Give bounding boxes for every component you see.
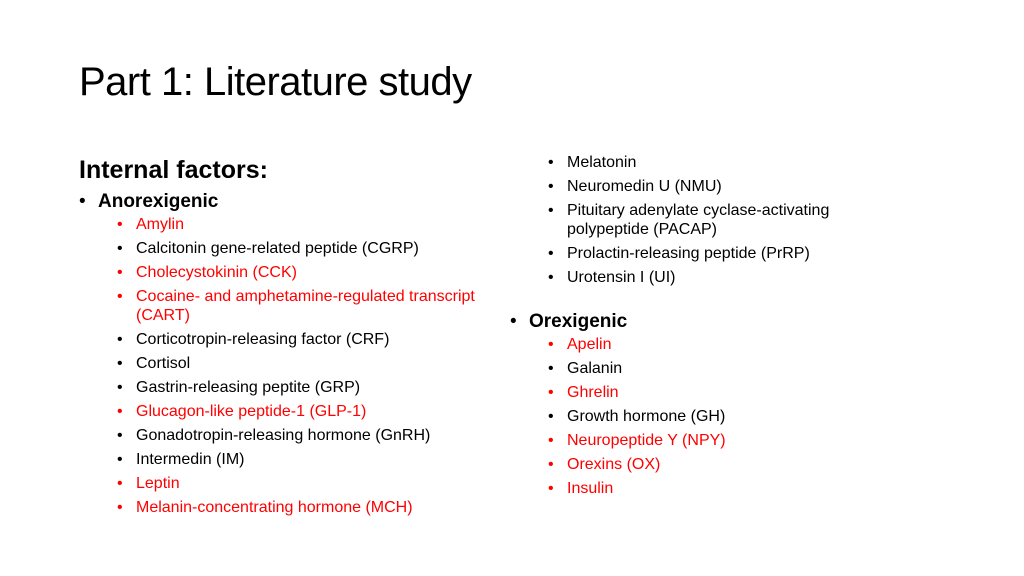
bullet: • <box>548 432 554 449</box>
list-item <box>117 263 519 282</box>
list-item-text: Corticotropin-releasing factor (CRF) <box>136 331 390 348</box>
list-item <box>548 383 910 402</box>
list-item-text: Intermedin (IM) <box>136 451 245 468</box>
list-item-text: Cholecystokinin (CCK) <box>136 264 297 281</box>
bullet: • <box>510 311 517 332</box>
list-item-text: Growth hormone (GH) <box>567 408 726 425</box>
list-item <box>117 498 519 517</box>
anorexigenic-list-continued <box>510 153 910 287</box>
bullet: • <box>548 202 554 219</box>
list-item <box>548 244 910 263</box>
anorexigenic-list <box>79 215 519 517</box>
bullet: • <box>548 336 554 353</box>
bullet: • <box>548 384 554 401</box>
list-item-text: Ghrelin <box>567 384 619 401</box>
list-item <box>548 268 910 287</box>
list-item <box>117 450 519 469</box>
list-item-text: Galanin <box>567 360 623 377</box>
list-item-text: Cortisol <box>136 355 191 372</box>
bullet: • <box>117 216 123 233</box>
bullet: • <box>548 408 554 425</box>
list-item-text: Neuropeptide Y (NPY) <box>567 432 726 449</box>
list-item <box>548 479 910 498</box>
list-item-text: Orexins (OX) <box>567 456 661 473</box>
bullet: • <box>117 240 123 257</box>
list-item-text: Amylin <box>136 216 185 233</box>
bullet: • <box>117 427 123 444</box>
list-item-text: Apelin <box>567 336 612 353</box>
category-orexigenic <box>510 309 910 335</box>
bullet: • <box>117 264 123 281</box>
category-label-orexigenic: Orexigenic <box>529 311 628 332</box>
list-item-text: Prolactin-releasing peptide (PrRP) <box>567 245 810 262</box>
right-column <box>510 153 910 503</box>
bullet: • <box>117 475 123 492</box>
list-item <box>548 335 910 354</box>
list-item <box>548 431 910 450</box>
bullet: • <box>548 178 554 195</box>
list-item <box>117 330 519 349</box>
list-item-text: Leptin <box>136 475 180 492</box>
list-item-text: Cocaine- and amphetamine-regulated transcript (CART) <box>136 288 475 324</box>
bullet: • <box>117 403 123 420</box>
list-item <box>548 455 910 474</box>
list-item <box>117 287 519 325</box>
list-item <box>117 378 519 397</box>
slide-title: Part 1: Literature study <box>79 60 472 104</box>
bullet: • <box>117 451 123 468</box>
bullet: • <box>117 499 123 516</box>
list-item-text: Urotensin I (UI) <box>567 269 676 286</box>
category-anorexigenic <box>79 189 519 215</box>
list-item <box>548 177 910 196</box>
list-item-text: Melatonin <box>567 154 637 171</box>
list-item <box>548 201 910 239</box>
list-item-text: Pituitary adenylate cyclase-activating polypeptide (PACAP) <box>567 202 830 238</box>
section-heading-internal-factors: Internal factors: <box>79 156 268 184</box>
bullet: • <box>548 456 554 473</box>
list-item <box>117 354 519 373</box>
list-item-text: Gonadotropin-releasing hormone (GnRH) <box>136 427 431 444</box>
list-item <box>548 407 910 426</box>
left-column <box>79 154 519 522</box>
list-item-text: Glucagon-like peptide-1 (GLP-1) <box>136 403 367 420</box>
list-item <box>548 153 910 172</box>
bullet: • <box>79 191 86 212</box>
list-item-text: Melanin-concentrating hormone (MCH) <box>136 499 413 516</box>
bullet: • <box>117 379 123 396</box>
list-item <box>117 215 519 234</box>
list-item-text: Neuromedin U (NMU) <box>567 178 722 195</box>
list-item <box>117 474 519 493</box>
bullet: • <box>548 480 554 497</box>
spacer <box>510 292 910 309</box>
list-item-text: Insulin <box>567 480 614 497</box>
bullet: • <box>548 154 554 171</box>
bullet: • <box>117 331 123 348</box>
list-item <box>117 426 519 445</box>
bullet: • <box>548 245 554 262</box>
orexigenic-list <box>510 335 910 498</box>
list-item <box>117 402 519 421</box>
bullet: • <box>548 269 554 286</box>
list-item <box>548 359 910 378</box>
category-label-anorexigenic: Anorexigenic <box>98 191 219 212</box>
list-item-text: Calcitonin gene-related peptide (CGRP) <box>136 240 419 257</box>
bullet: • <box>117 355 123 372</box>
list-item-text: Gastrin-releasing peptite (GRP) <box>136 379 361 396</box>
bullet: • <box>548 360 554 377</box>
bullet: • <box>117 288 123 305</box>
list-item <box>117 239 519 258</box>
